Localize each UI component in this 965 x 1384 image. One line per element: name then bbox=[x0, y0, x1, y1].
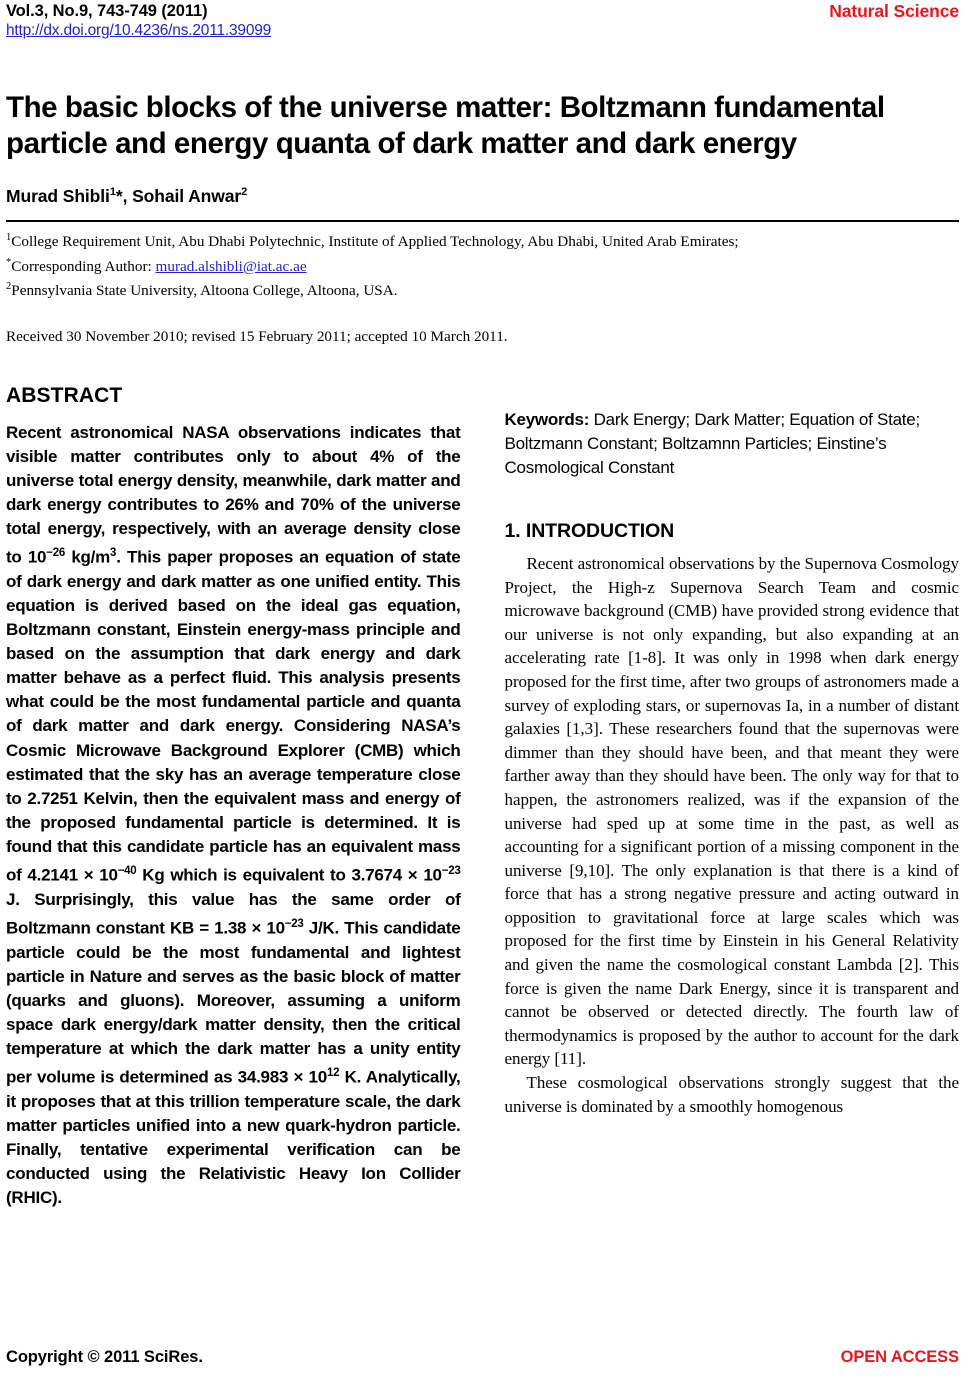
corresponding-marker-sup: * bbox=[6, 256, 12, 268]
paper-title: The basic blocks of the universe matter: Boltzmann fundamental particle and energy quanta of dark matter and dark energy bbox=[6, 91, 885, 160]
author-2-affil-marker: 2 bbox=[241, 186, 248, 199]
abstract-heading: ABSTRACT bbox=[6, 383, 123, 407]
header-divider bbox=[6, 220, 959, 222]
introduction-heading: 1. INTRODUCTION bbox=[504, 519, 675, 542]
affiliation-2 bbox=[6, 277, 959, 302]
body-columns bbox=[6, 384, 959, 1211]
affiliation-1 bbox=[6, 228, 959, 253]
doi-link[interactable]: http://dx.doi.org/10.4236/ns.2011.39099 bbox=[6, 22, 272, 39]
keywords-block bbox=[505, 408, 960, 480]
corresponding-marker: * bbox=[115, 186, 123, 206]
volume-citation: Vol.3, No.9, 743-749 (2011) bbox=[6, 2, 208, 20]
left-column bbox=[6, 384, 461, 1211]
right-column bbox=[505, 384, 960, 1211]
keywords-label: Keywords: bbox=[504, 409, 594, 429]
author-name-2: Sohail Anwar bbox=[132, 186, 242, 206]
author-name-1: Murad Shibli bbox=[6, 186, 110, 206]
affiliation-1-text: College Requirement Unit, Abu Dhabi Polytechnic, Institute of Applied Technology, Abu Dhabi, United Arab Emirates; bbox=[11, 233, 739, 251]
affiliation-2-marker: 2 bbox=[6, 281, 12, 293]
received-dates: Received 30 November 2010; revised 15 February 2011; accepted 10 March 2011. bbox=[6, 327, 508, 345]
author-separator: , bbox=[122, 186, 133, 206]
running-head bbox=[6, 0, 959, 52]
introduction-paragraph-2: These cosmological observations strongly suggest that the universe is dominated by a smoothly homogenous bbox=[504, 1073, 959, 1116]
page-footer bbox=[6, 1348, 959, 1370]
abstract-text: Recent astronomical NASA observations indicates that visible matter contributes only to about 4% of the universe total energy density, meanwhile, dark matter and dark energy contributes to 26% and 70% of the universe total energy, respectively, with an average density close to $10^{-26}$ $kg/m^3$. This paper proposes an equation of state of dark energy and dark matter as one unified entity. This equation is derived based on the ideal gas equation, Boltzmann constant, Einstein energy-mass principle and based on the assumption that dark energy and dark matter behave as a perfect fluid. This analysis presents what could be the most fundamental particle and quanta of dark matter and dark energy. Considering NASA’s Cosmic Microwave Background Explorer (CMB) which estimated that the sky has an average temperature close to 2.7251 Kelvin, then the equivalent mass and energy of the proposed fundamental particle is determined. It is found that this candidate particle has an equivalent mass of $4.2141 \times 10^{-40}$ Kg which is equivalent to $3.7674 \times 10^{-23}$ J. Surprisingly, this value has the same order of Boltzmann constant KB = $1.38 \times 10^{-23}$ J/K. This candidate particle could be the most fundamental and lightest particle in Nature and serves as the basic block of matter (quarks and gluons). Moreover, assuming a uniform space dark energy/dark matter density, then the critical temperature at which the dark matter has a unity entity per volume is determined as $34.983 \times 10^{12}$ K. Analytically, it proposes that at this trillion temperature scale, the dark matter particles unified into a new quark-hydron particle. Finally, tentative experimental verification can be conducted using the Relativistic Heavy Ion Collider (RHIC). bbox=[6, 422, 461, 1208]
keywords-value: Dark Energy; Dark Matter; Equation of State; Boltzmann Constant; Boltzamnn Particles; Einstine’s Cosmological Constant bbox=[504, 409, 920, 477]
affiliation-2-text: Pennsylvania State University, Altoona College, Altoona, USA. bbox=[11, 282, 398, 300]
open-access-badge: OPEN ACCESS bbox=[840, 1348, 959, 1366]
introduction-paragraph-1: Recent astronomical observations by the Supernova Cosmology Project, the High-z Supernova Search Team and cosmic microwave background (CMB) have provided strong evidence that our universe is not only expanding, but also expanding at an accelerating rate [1-8]. It was only in 1998 when dark energy proposed for the first time, after two groups of astronomers made a survey of exploding stars, or supernovas Ia, in a number of distant galaxies [1,3]. These researchers found that the supernovas were dimmer than they should have been, and that meant they were farther away than they should have been. The only way for that to happen, the astronomers realized, was if the expansion of the universe had sped up at some time in the past, as well as accounting for a significant portion of a missing component in the universe [9,10]. The only explanation is that there is a kind of force that has a strong negative pressure and acting outward in opposition to gravitational force at large scales which was proposed for the first time by Einstein in his General Relativity and given the name the cosmological constant Lambda [2]. This force is given the name Dark Energy, since it is transparent and cannot be observed or detected directly. The fourth law of thermodynamics is proposed by the author to account for the dark energy [11]. bbox=[504, 553, 959, 1069]
author-1-affil-marker: 1 bbox=[109, 186, 116, 199]
author-line bbox=[6, 186, 959, 207]
corresponding-email-link[interactable]: murad.alshibli@iat.ac.ae bbox=[155, 257, 307, 275]
corresponding-author bbox=[6, 253, 959, 278]
corresponding-label: Corresponding Author: bbox=[11, 257, 156, 275]
affiliations-block bbox=[6, 228, 959, 302]
copyright-notice: Copyright © 2011 SciRes. bbox=[6, 1348, 203, 1366]
journal-name: Natural Science bbox=[829, 1, 959, 21]
affiliation-1-marker: 1 bbox=[6, 232, 12, 243]
